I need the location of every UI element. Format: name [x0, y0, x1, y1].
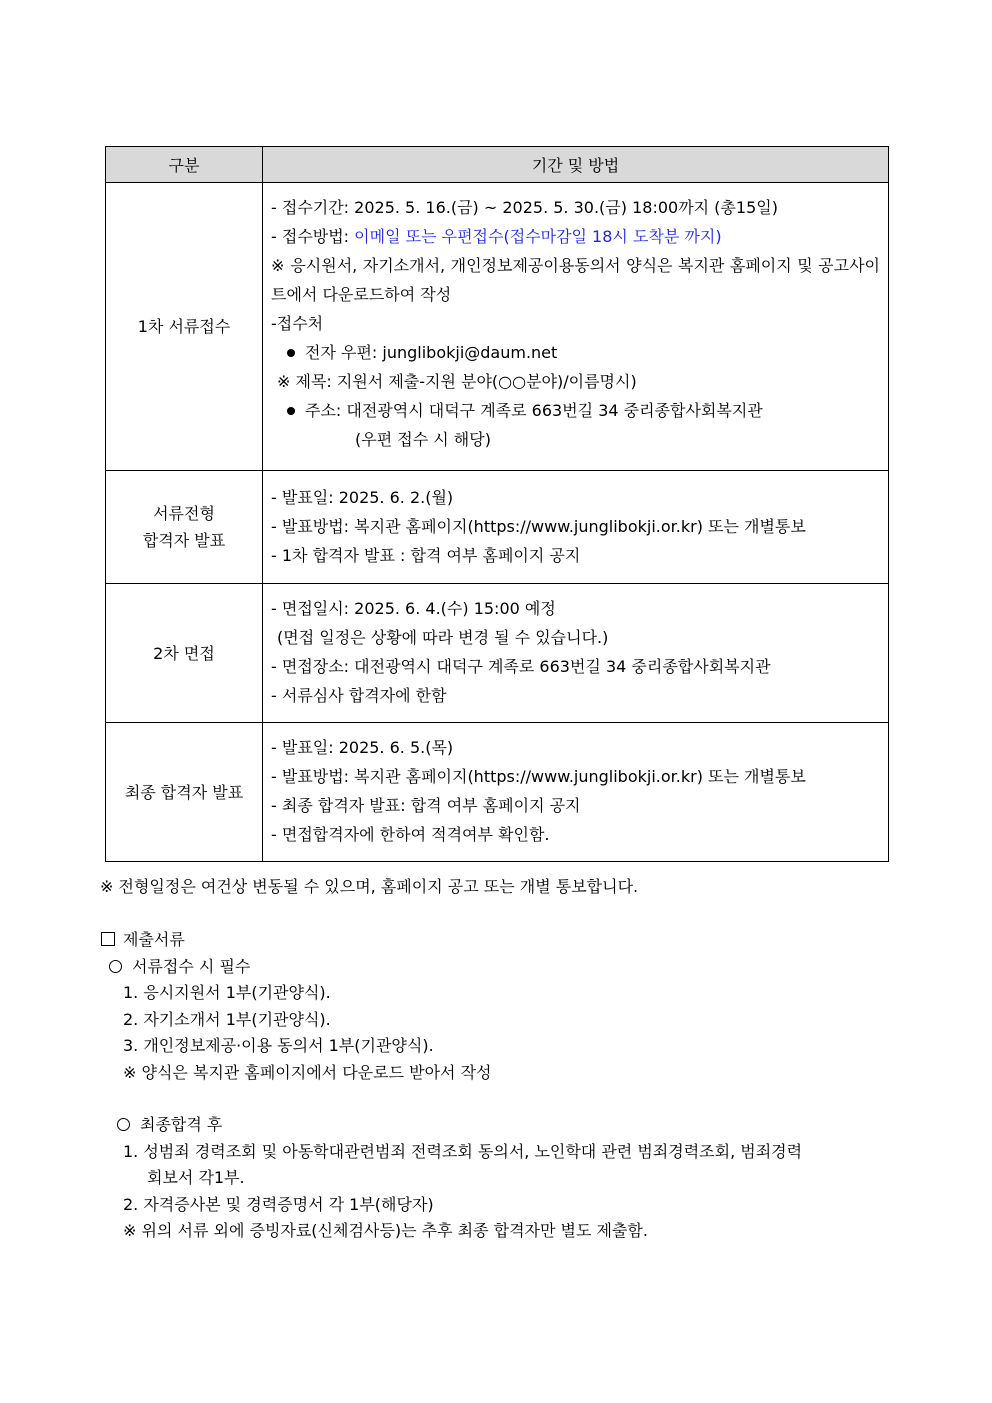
line-text: - 1차 합격자 발표 : 합격 여부 홈페이지 공지 [271, 546, 581, 565]
line-text: - 면접합격자에 한하여 적격여부 확인함. [271, 825, 550, 844]
list-note: ※ 위의 서류 외에 증빙자료(신체검사등)는 추후 최종 합격자만 별도 제출함. [123, 1221, 648, 1240]
line-text: - 발표일: 2025. 6. 2.(월) [271, 488, 454, 507]
category-label: 1차 서류접수 [137, 317, 231, 336]
list-item: 3. 개인정보제공·이용 동의서 1부(기관양식). [123, 1036, 434, 1055]
table-row [106, 723, 889, 862]
line-text: - 최종 합격자 발표: 합격 여부 홈페이지 공지 [271, 796, 581, 815]
subsection-heading: 서류접수 시 필수 [132, 956, 251, 976]
line-text: - 면접장소: 대전광역시 대덕구 계족로 663번길 34 중리종합사회복지관 [271, 657, 771, 676]
list-item: 2. 자기소개서 1부(기관양식). [123, 1009, 331, 1029]
line-text: ※ 응시원서, 자기소개서, 개인정보제공이용동의서 양식은 복지관 홈페이지 및 공고사이트에서 다운로드하여 작성 [271, 256, 880, 304]
row-content [263, 183, 889, 471]
line-text: -접수처 [271, 314, 324, 333]
line-text: (면접 일정은 상황에 따라 변경 될 수 있습니다.) [277, 628, 609, 647]
highlight-text: 이메일 또는 우편접수(접수마감일 18시 도착분 까지) [354, 227, 722, 246]
category-label: 최종 합격자 발표 [124, 782, 244, 802]
required-title [101, 954, 891, 981]
category-label: 2차 면접 [153, 643, 215, 663]
circle-icon [109, 960, 122, 973]
line-text: - 접수기간: 2025. 5. 16.(금) ~ 2025. 5. 30.(금) 18:00까지 (총15일) [271, 198, 778, 217]
list-note: ※ 양식은 복지관 홈페이지에서 다운로드 받아서 작성 [123, 1062, 492, 1082]
category-label: 서류전형 [153, 504, 215, 523]
documents-title [101, 927, 891, 954]
line-label: - 접수방법: [271, 227, 355, 246]
row-category [106, 584, 263, 723]
subsection-heading: 최종합격 후 [140, 1115, 223, 1134]
line-text [271, 338, 880, 367]
row-category [106, 723, 263, 862]
list-item: 1. 응시지원서 1부(기관양식). [123, 983, 331, 1002]
line-text: - 면접일시: 2025. 6. 4.(수) 15:00 예정 [271, 599, 556, 618]
table-row [106, 471, 889, 584]
line-text [271, 222, 880, 251]
schedule-note: ※ 전형일정은 여건상 변동될 수 있으며, 홈페이지 공고 또는 개별 통보합니다. [100, 877, 639, 896]
row-content [263, 471, 889, 584]
row-category [106, 471, 263, 584]
line-text: - 발표방법: 복지관 홈페이지(https://www.junglibokji.or.kr) 또는 개별통보 [271, 767, 806, 786]
row-category [106, 183, 263, 471]
circle-icon [117, 1118, 130, 1131]
bullet-icon [287, 407, 295, 415]
square-icon [101, 932, 115, 946]
email-text: 전자 우편: junglibokji@daum.net [305, 343, 558, 362]
address-text: 주소: 대전광역시 대덕구 계족로 663번길 34 중리종합사회복지관 [305, 401, 763, 420]
schedule-table [105, 146, 889, 862]
header-period-method: 기간 및 방법 [263, 147, 889, 183]
bullet-icon [287, 349, 295, 357]
row-content [263, 584, 889, 723]
header-category: 구분 [106, 147, 263, 183]
table-header-row [106, 147, 889, 183]
section-heading: 제출서류 [123, 930, 185, 949]
line-text: (우편 접수 시 해당) [355, 430, 491, 449]
table-row [106, 183, 889, 471]
after-final-title [101, 1112, 891, 1139]
line-text: - 발표일: 2025. 6. 5.(목) [271, 738, 454, 757]
documents-section [101, 927, 891, 1245]
category-label: 합격자 발표 [142, 531, 226, 550]
list-item: 1. 성범죄 경력조회 및 아동학대관련범죄 전력조회 동의서, 노인학대 관련 범죄경력조회, 범죄경력 [123, 1141, 803, 1161]
line-text: - 서류심사 합격자에 한함 [271, 686, 447, 705]
line-text [271, 396, 880, 425]
line-text: ※ 제목: 지원서 제출-지원 분야(○○분야)/이름명시) [277, 372, 637, 391]
table-row [106, 584, 889, 723]
list-item: 2. 자격증사본 및 경력증명서 각 1부(해당자) [123, 1194, 434, 1214]
list-item-continued: 회보서 각1부. [147, 1168, 245, 1187]
row-content [263, 723, 889, 862]
line-text: - 발표방법: 복지관 홈페이지(https://www.junglibokji.or.kr) 또는 개별통보 [271, 517, 806, 536]
